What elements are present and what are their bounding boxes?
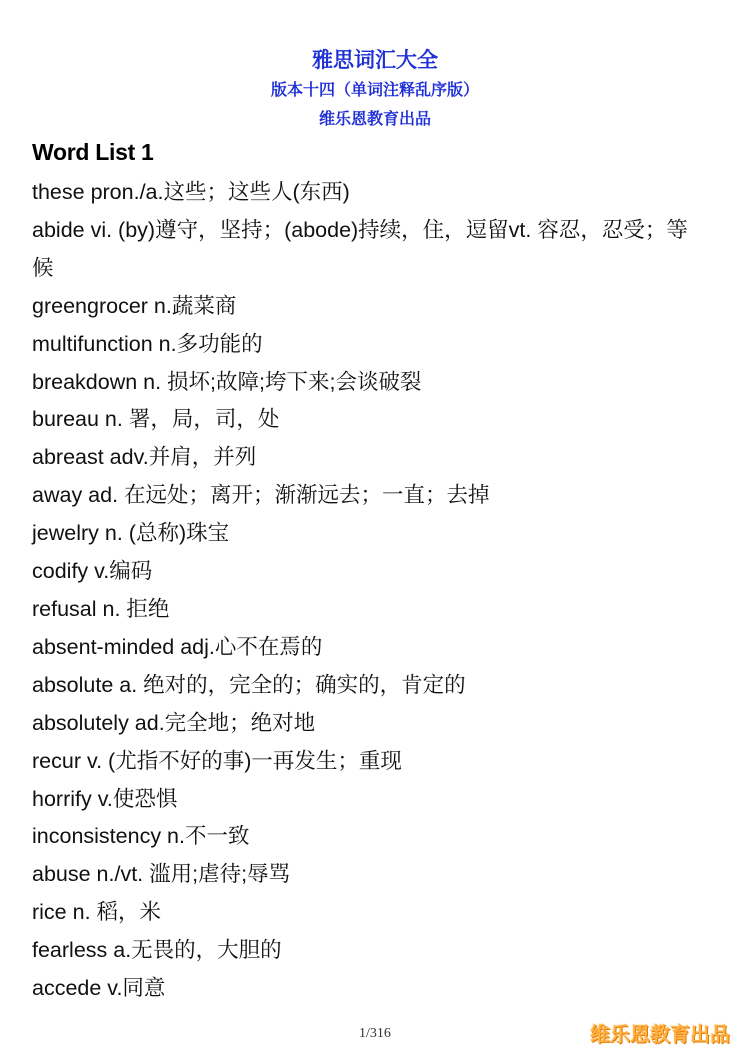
word-list-heading: Word List 1 <box>32 139 154 165</box>
word-entry: abreast adv.并肩，并列 <box>32 445 257 470</box>
word-entry: jewelry n. (总称)珠宝 <box>32 521 230 546</box>
document-header <box>0 44 750 134</box>
word-entry: absent-minded adj.心不在焉的 <box>32 634 323 659</box>
word-entry: refusal n. 拒绝 <box>32 596 170 621</box>
word-list <box>32 174 692 1008</box>
word-entry: bureau n. 署，局，司，处 <box>32 407 280 432</box>
word-entry: abuse n./vt. 滥用;虐待;辱骂 <box>32 862 291 887</box>
word-entry: greengrocer n.蔬菜商 <box>32 293 237 318</box>
document-title: 雅思词汇大全 <box>312 48 438 72</box>
word-entry: these pron./a.这些；这些人(东西) <box>32 180 350 204</box>
word-entry: absolutely ad.完全地；绝对地 <box>32 710 316 735</box>
word-entry: away ad. 在远处；离开；渐渐远去；一直；去掉 <box>32 483 490 508</box>
word-entry: fearless a.无畏的，大胆的 <box>32 938 282 963</box>
word-entry: recur v. (尤指不好的事)一再发生；重现 <box>32 748 402 773</box>
word-entry: horrify v.使恐惧 <box>32 786 178 811</box>
page-number: 1/316 <box>359 1026 391 1041</box>
watermark-logo: 维乐恩教育出品 <box>590 1022 730 1046</box>
word-entry: abide vi. (by)遵守，坚持；(abode)持续，住，逗留vt. 容忍，忍受；等候 <box>32 217 688 280</box>
document-publisher: 维乐恩教育出品 <box>318 109 431 128</box>
word-entry: inconsistency n.不一致 <box>32 824 250 849</box>
word-entry: multifunction n.多功能的 <box>32 331 263 356</box>
word-entry: accede v.同意 <box>32 976 166 1001</box>
word-entry: codify v.编码 <box>32 559 153 584</box>
document-subtitle: 版本十四（单词注释乱序版） <box>270 80 479 99</box>
word-entry: rice n. 稻，米 <box>32 900 162 925</box>
word-entry: breakdown n. 损坏;故障;垮下来;会谈破裂 <box>32 369 422 394</box>
word-entry: absolute a. 绝对的，完全的；确实的，肯定的 <box>32 672 466 697</box>
